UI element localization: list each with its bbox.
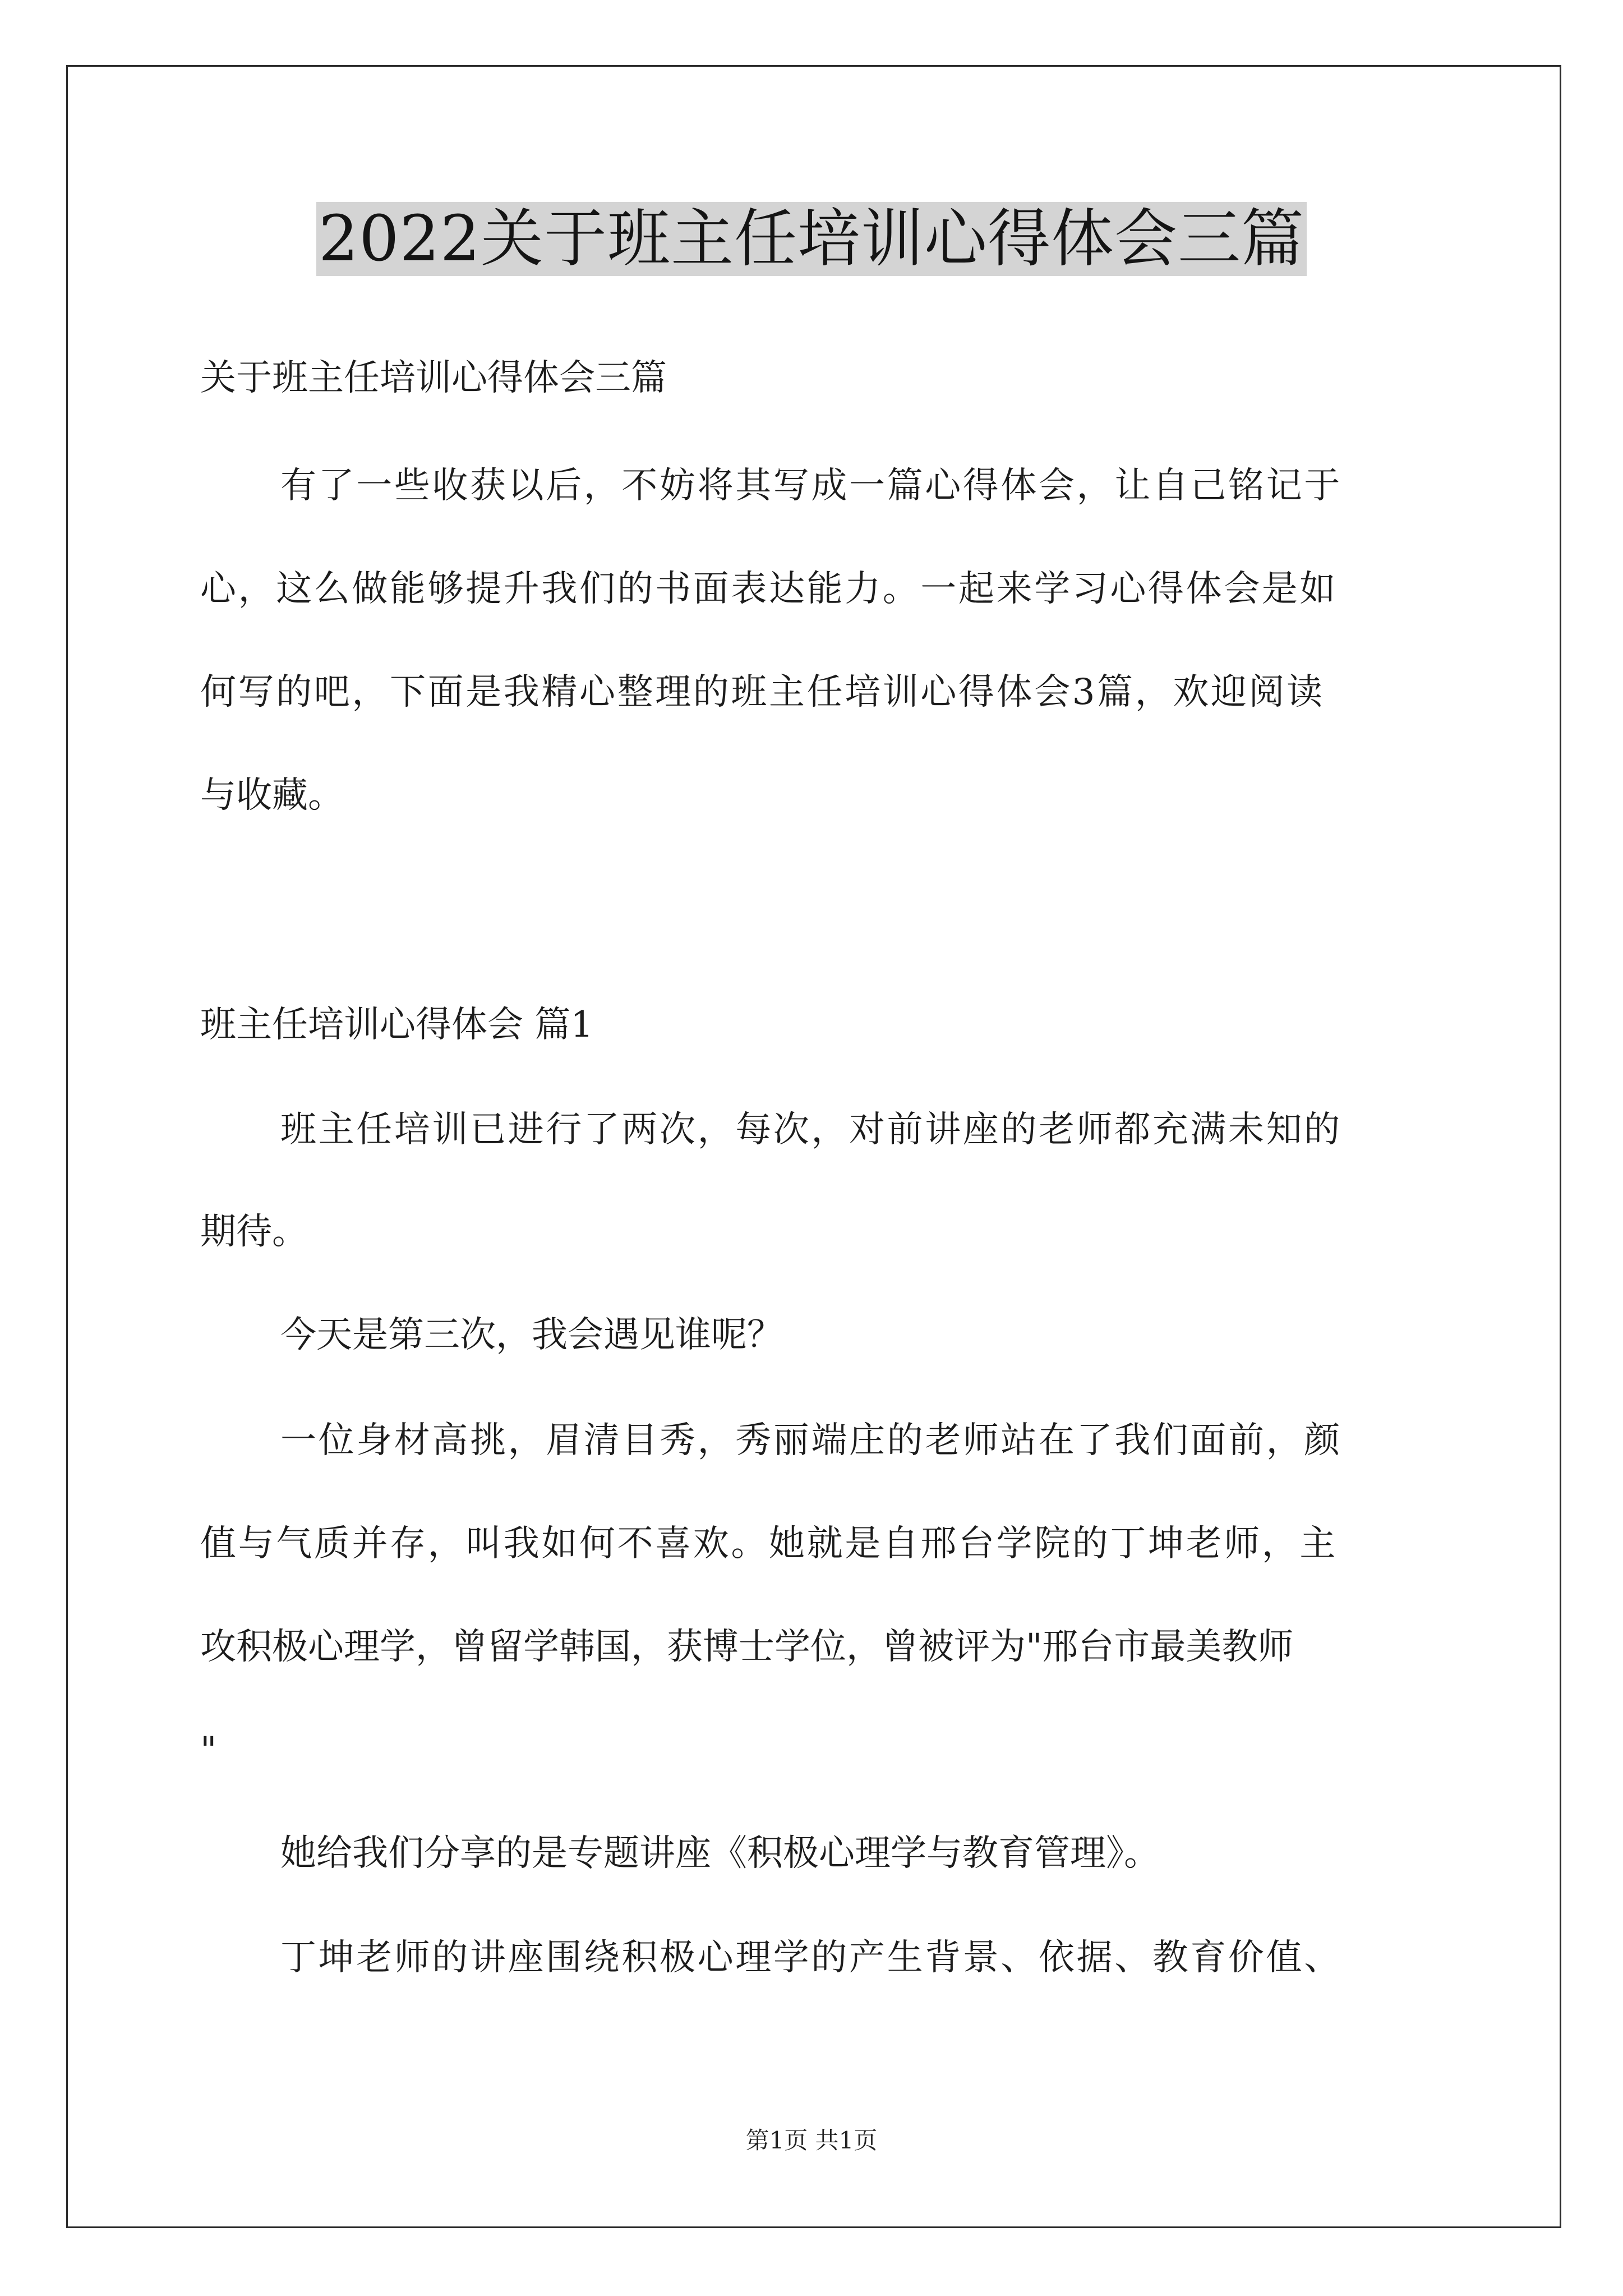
paragraph-line: 一位身材高挑，眉清目秀，秀丽端庄的老师站在了我们面前，颜 [280,1420,1342,1461]
paragraph-line: 有了一些收获以后，不妨将其写成一篇心得体会，让自己铭记于 [280,465,1342,507]
paragraph-line: 班主任培训已进行了两次，每次，对前讲座的老师都充满未知的 [280,1109,1342,1151]
paragraph-line: 何写的吧，下面是我精心整理的班主任培训心得体会3篇，欢迎阅读 [200,671,1325,713]
subtitle-line: 关于班主任培训心得体会三篇 [200,357,667,399]
page-footer: 第1页 共1页 [745,2127,878,2154]
paragraph-line: 今天是第三次，我会遇见谁呢？ [280,1314,783,1356]
paragraph-line: 与收藏。 [200,775,344,816]
title-container [0,202,1623,276]
paragraph-line: 她给我们分享的是专题讲座《积极心理学与教育管理》。 [280,1833,1160,1874]
paragraph-line: 值与气质并存，叫我如何不喜欢。她就是自邢台学院的丁坤老师，主 [200,1523,1338,1565]
document-title: 2022关于班主任培训心得体会三篇 [316,202,1307,276]
paragraph-line: 心，这么做能够提升我们的书面表达能力。一起来学习心得体会是如 [200,568,1338,610]
paragraph-line: 丁坤老师的讲座围绕积极心理学的产生背景、依据、教育价值、 [280,1937,1342,1978]
section-heading: 班主任培训心得体会 篇1 [200,1004,594,1046]
paragraph-line: 期待。 [200,1211,308,1253]
paragraph-line: 攻积极心理学，曾留学韩国，获博士学位，曾被评为"邢台市最美教师 [200,1626,1294,1668]
paragraph-line: " [200,1729,217,1771]
